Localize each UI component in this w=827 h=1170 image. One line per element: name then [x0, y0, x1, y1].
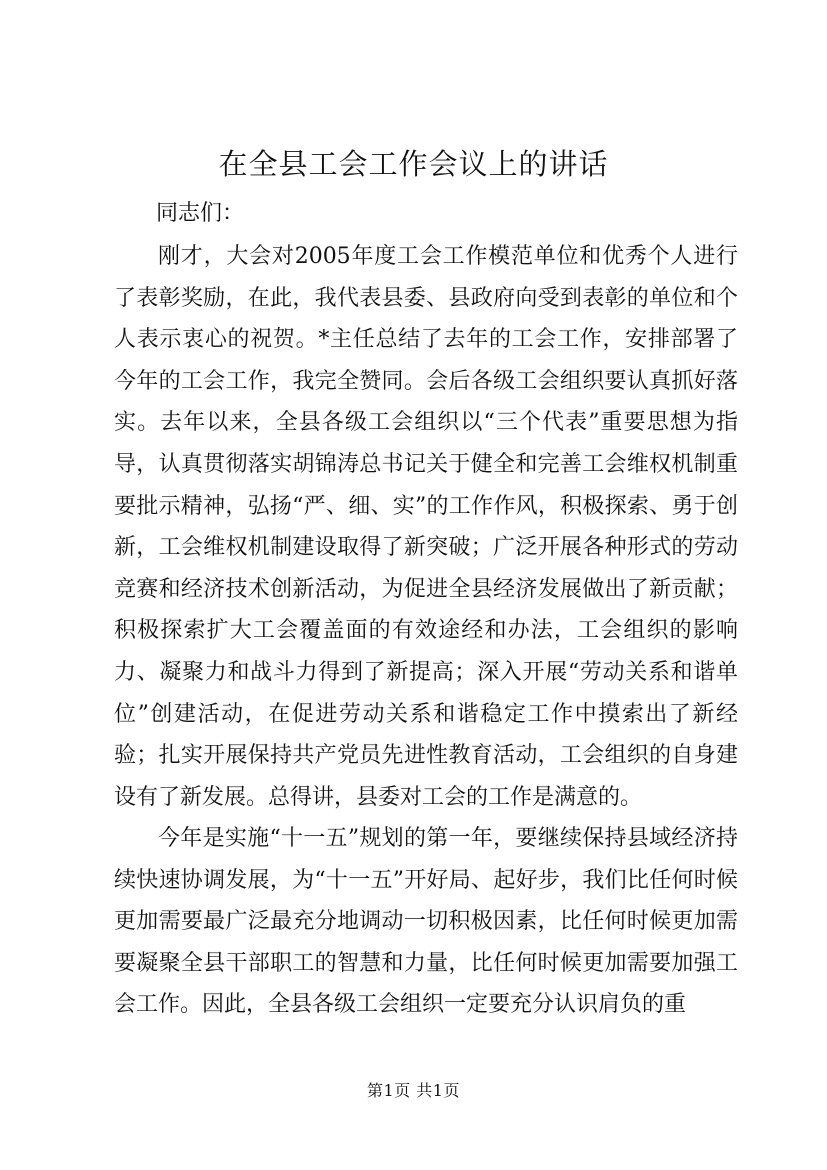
- salutation: 同志们：: [156, 201, 245, 226]
- page-footer: 第1页 共1页: [367, 1081, 460, 1100]
- paragraph-2: 今年是实施“十一五”规划的第一年，要继续保持县域经济持续快速协调发展，为“十一五”开好局、起好步，我们比任何时候更加需要最广泛最充分地调动一切积极因素，比任何时候更加需要凝聚全县干部职工的智慧和力量，比任何时候更加需要加强工会工作。因此，全县各级工会组织一定要充分认识肩负的重: [114, 826, 738, 1018]
- paragraph-1: 刚才，大会对2005年度工会工作模范单位和优秀个人进行了表彰奖励，在此，我代表县委、县政府向受到表彰的单位和个人表示衷心的祝贺。*主任总结了去年的工会工作，安排部署了今年的工会工作，我完全赞同。会后各级工会组织要认真抓好落实。去年以来，全县各级工会组织以“三个代表”重要思想为指导，认真贯彻落实胡锦涛总书记关于健全和完善工会维权机制重要批示精神，弘扬“严、细、实”的工作作风，积极探索、勇于创新，工会维权机制建设取得了新突破；广泛开展各种形式的劳动竞赛和经济技术创新活动，为促进全县经济发展做出了新贡献；积极探索扩大工会覆盖面的有效途经和办法，工会组织的影响力、凝聚力和战斗力得到了新提高；深入开展“劳动关系和谐单位”创建活动，在促进劳动关系和谐稳定工作中摸索出了新经验；扎实开展保持共产党员先进性教育活动，工会组织的自身建设有了新发展。总得讲，县委对工会的工作是满意的。: [114, 244, 738, 810]
- document-title: 在全县工会工作会议上的讲话: [218, 147, 609, 181]
